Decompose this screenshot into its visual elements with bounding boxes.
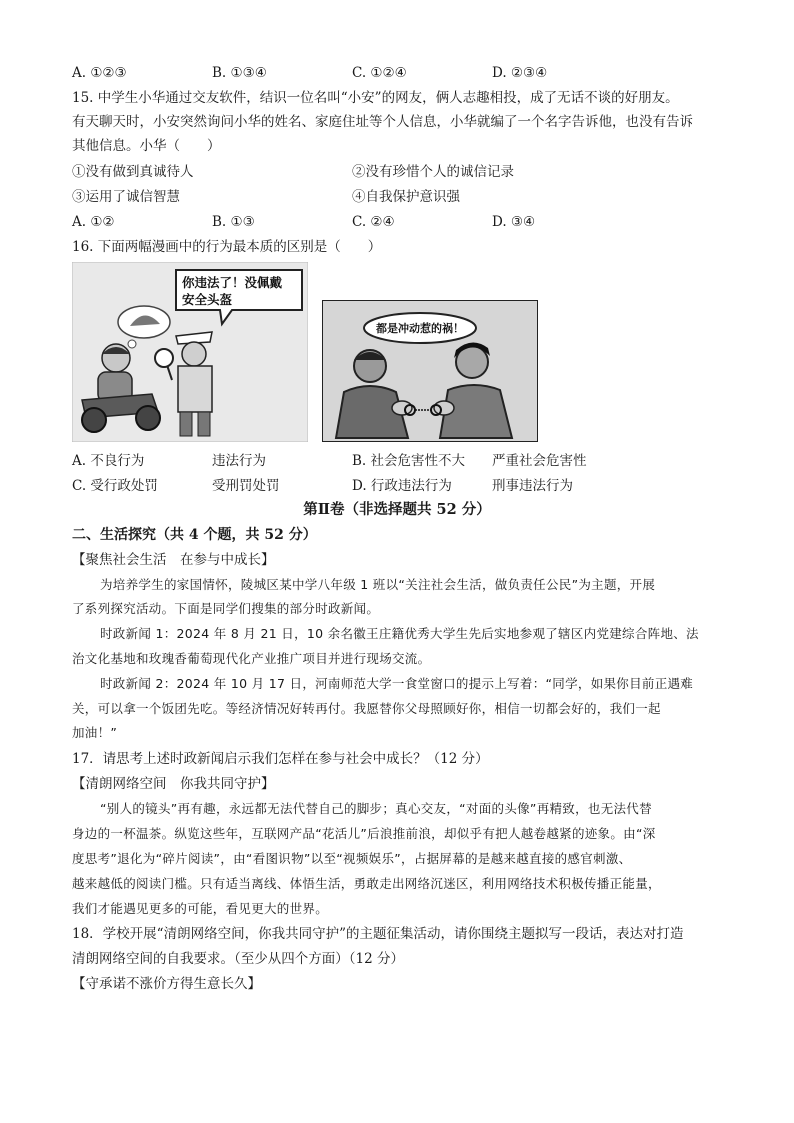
q15-item-2: ②没有珍惜个人的诚信记录: [352, 164, 514, 180]
q15-item-4: ④自我保护意识强: [352, 189, 460, 205]
block1-line: 时政新闻 1：2024 年 8 月 21 日，10 余名徽王庄籍优秀大学生先后实地参观了辖区内党建综合阵地、法: [100, 626, 699, 641]
block1-line: 加油！”: [72, 725, 118, 740]
block1-line: 关，可以拿一个饭团先吃。等经济情况好转再付。我愿替你父母照顾好你，相信一切都会好的，我们一起: [72, 701, 661, 716]
q16-option-b-right: 严重社会危害性: [492, 453, 587, 469]
cartoon-impulse-crime-drawing: [322, 300, 538, 442]
q15-option-b: B. ①③: [212, 214, 255, 230]
q15-option-a: A. ①②: [72, 214, 115, 230]
cartoon1-bubble-line2: 安全头盔: [182, 292, 233, 307]
q14-option-b: B. ①③④: [212, 65, 267, 81]
cartoon1-bubble-line1: 你违法了！没佩戴: [182, 275, 283, 290]
part2-title: 第Ⅱ卷（非选择题共 52 分）: [303, 501, 491, 518]
block1-line: 了系列探究活动。下面是同学们搜集的部分时政新闻。: [72, 601, 380, 616]
block2-line: 越来越低的阅读门槛。只有适当离线、体悟生活，勇敢走出网络沉迷区，利用网络技术积极传播正能量，: [72, 876, 661, 891]
q15-stem-line: 其他信息。小华（ ）: [72, 138, 221, 154]
q16-option-b-left: B. 社会危害性不大: [352, 453, 466, 469]
block1-line: 时政新闻 2：2024 年 10 月 17 日，河南师范大学一食堂窗口的提示上写着：“同学，如果你目前正遇难: [100, 676, 694, 691]
block3-heading: 【守承诺不涨价方得生意长久】: [72, 976, 261, 992]
cartoon-helmet-violation-drawing: [72, 262, 308, 442]
q18-question-line: 清朗网络空间的自我要求。（至少从四个方面）（12 分）: [72, 951, 404, 967]
q18-question-line: 18．学校开展“清朗网络空间，你我共同守护”的主题征集活动，请你围绕主题拟写一段话，表达对打造: [72, 926, 684, 942]
q14-option-c: C. ①②④: [352, 65, 407, 81]
block2-line: 我们才能遇见更多的可能，看见更大的世界。: [72, 901, 329, 916]
q15-item-3: ③运用了诚信智慧: [72, 189, 180, 205]
q15-stem-line: 有天聊天时，小安突然询问小华的姓名、家庭住址等个人信息，小华就编了一个名字告诉他，也没有告诉: [72, 114, 693, 130]
cartoon-impulse-crime: [322, 300, 538, 442]
q16-option-c-right: 受刑罚处罚: [212, 478, 280, 494]
q16-stem: 16. 下面两幅漫画中的行为最本质的区别是（ ）: [72, 239, 382, 255]
q16-option-c-left: C. 受行政处罚: [72, 478, 158, 494]
cartoon-helmet-violation: [72, 262, 308, 442]
q15-option-c: C. ②④: [352, 214, 395, 230]
block1-line: 治文化基地和玫瑰香葡萄现代化产业推广项目并进行现场交流。: [72, 651, 431, 666]
q14-option-d: D. ②③④: [492, 65, 548, 81]
q14-option-a: A. ①②③: [72, 65, 127, 81]
q15-stem-line: 15. 中学生小华通过交友软件，结识一位名叫“小安”的网友，俩人志趣相投，成了无话不谈的好朋友。: [72, 90, 679, 106]
block2-line: 身边的一杯温茶。纵览这些年，互联网产品“花活儿”后浪推前浪，却似乎有把人越卷越紧的迹象。由“深: [72, 826, 656, 841]
q16-option-a-right: 违法行为: [212, 453, 266, 469]
q16-option-a-left: A. 不良行为: [72, 453, 145, 469]
block1-line: 为培养学生的家国情怀，陵城区某中学八年级 1 班以“关注社会生活，做负责任公民”为主题，开展: [100, 577, 656, 592]
cartoon2-bubble: 都是冲动惹的祸！: [376, 322, 464, 335]
q16-option-d-right: 刑事违法行为: [492, 478, 573, 494]
block2-line: 度思考”退化为“碎片阅读”，由“看图识物”以至“视频娱乐”，占据屏幕的是越来越直接的感官刺激、: [72, 851, 632, 866]
q15-item-1: ①没有做到真诚待人: [72, 164, 194, 180]
q17-question: 17．请思考上述时政新闻启示我们怎样在参与社会中成长？（12 分）: [72, 751, 489, 767]
block2-line: “别人的镜头”再有趣，永远都无法代替自己的脚步；真心交友，“对面的头像”再精致，也无法代替: [100, 801, 652, 816]
q16-option-d-left: D. 行政违法行为: [352, 478, 452, 494]
block1-heading: 【聚焦社会生活 在参与中成长】: [72, 552, 275, 568]
block2-heading: 【清朗网络空间 你我共同守护】: [72, 776, 275, 792]
q15-option-d: D. ③④: [492, 214, 536, 230]
section2-title: 二、生活探究（共 4 个题，共 52 分）: [72, 527, 317, 543]
